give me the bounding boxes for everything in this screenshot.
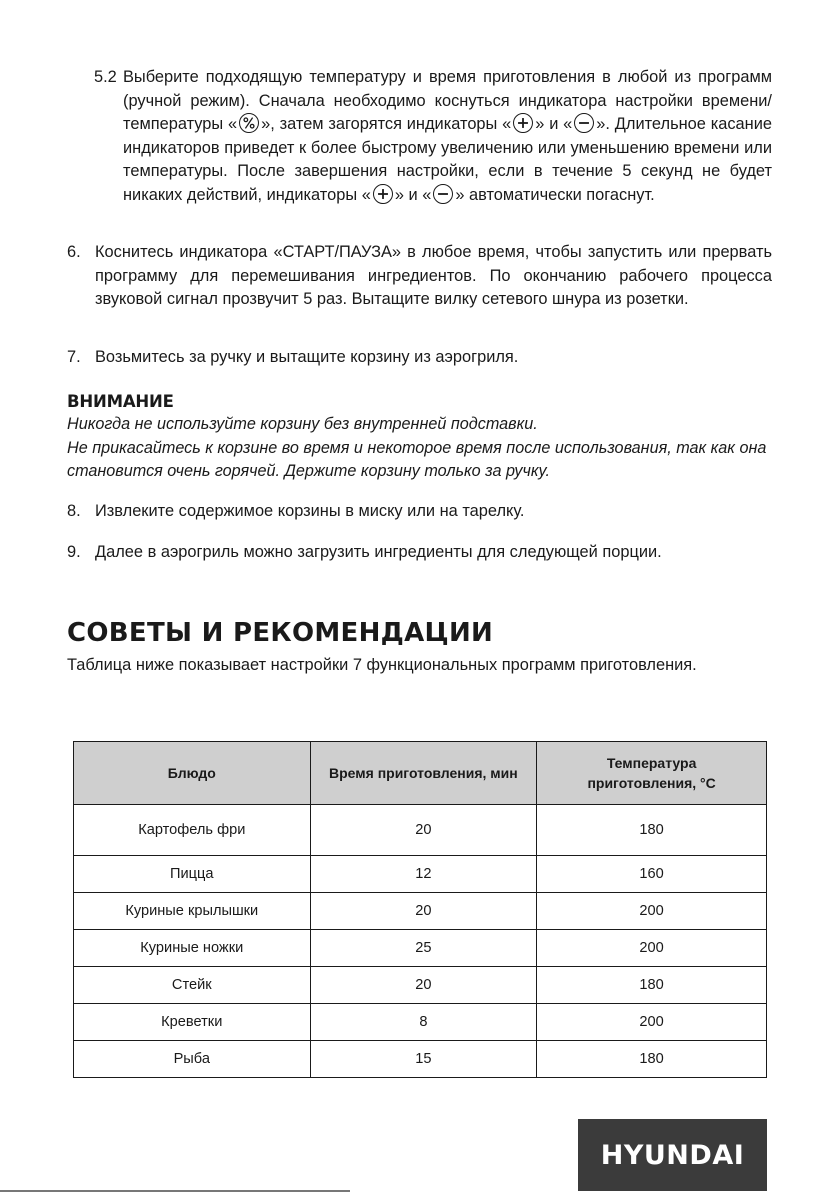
cell-time: 15 <box>310 1041 537 1078</box>
brand-logo: HYUNDAI <box>578 1119 767 1191</box>
warning-block <box>67 391 775 484</box>
cell-dish: Креветки <box>74 1004 311 1041</box>
cell-dish: Куриные крылышки <box>74 893 311 930</box>
programs-table <box>73 741 767 1078</box>
step-number: 8. <box>67 502 81 520</box>
header-temperature-label: Температура приготовления, °С <box>587 755 716 791</box>
cell-time: 25 <box>310 930 537 967</box>
cell-time: 20 <box>310 805 537 856</box>
plus-icon <box>373 184 393 204</box>
cell-time: 12 <box>310 856 537 893</box>
table-row <box>74 967 767 1004</box>
step-number: 6. <box>67 243 81 261</box>
cell-time: 20 <box>310 893 537 930</box>
cell-temperature: 200 <box>537 893 767 930</box>
header-temperature <box>537 742 767 805</box>
table-row <box>74 805 767 856</box>
time-temperature-icon <box>239 113 259 133</box>
cell-temperature: 180 <box>537 1041 767 1078</box>
cell-dish: Стейк <box>74 967 311 1004</box>
table-row <box>74 930 767 967</box>
step-text: Коснитесь индикатора «СТАРТ/ПАУЗА» в любое время, чтобы запустить или прервать программу для перемешивания ингредиентов. По окончанию рабочего процесса звуковой сигнал прозвучит 5 раз. Вытащите вилку сетевого шнура из розетки. <box>95 243 772 308</box>
step-text-part: », затем загорятся индикаторы « <box>261 115 512 133</box>
cell-time: 20 <box>310 967 537 1004</box>
step-text: Извлеките содержимое корзины в миску или на тарелку. <box>95 502 525 520</box>
minus-icon <box>574 113 594 133</box>
cell-temperature: 160 <box>537 856 767 893</box>
step-8 <box>67 500 772 524</box>
table-row <box>74 1041 767 1078</box>
section-intro: Таблица ниже показывает настройки 7 функциональных программ приготовления. <box>67 656 697 674</box>
cell-dish: Пицца <box>74 856 311 893</box>
step-text: Возьмитесь за ручку и вытащите корзину из аэрогриля. <box>95 348 519 366</box>
warning-heading: ВНИМАНИЕ <box>67 392 174 411</box>
table-header-row <box>74 742 767 805</box>
warning-line: Не прикасайтесь к корзине во время и некоторое время после использования, так как она становится очень горячей. Держите корзину только за ручку. <box>67 438 767 480</box>
step-number: 9. <box>67 543 81 561</box>
step-7 <box>67 346 772 370</box>
header-time: Время приготовления, мин <box>310 742 537 805</box>
cell-dish: Рыба <box>74 1041 311 1078</box>
step-text <box>123 66 772 207</box>
table-row <box>74 1004 767 1041</box>
step-text-part: » и « <box>535 115 573 133</box>
step-text-part: ». Длительное касание индикаторов приведет к более быстрому увеличению или уменьшению времени или температуры. После завершения настройки, если в течение 5 секунд не будет никаких действий, индикаторы « <box>123 115 772 204</box>
cell-time: 8 <box>310 1004 537 1041</box>
warning-line: Никогда не используйте корзину без внутренней подставки. <box>67 415 538 433</box>
step-9 <box>67 541 772 565</box>
cell-temperature: 200 <box>537 1004 767 1041</box>
plus-icon <box>513 113 533 133</box>
cell-temperature: 180 <box>537 805 767 856</box>
header-dish: Блюдо <box>74 742 311 805</box>
minus-icon <box>433 184 453 204</box>
step-number: 7. <box>67 348 81 366</box>
step-text-part: » и « <box>394 185 432 204</box>
table-row <box>74 893 767 930</box>
cell-dish: Куриные ножки <box>74 930 311 967</box>
step-text: Далее в аэрогриль можно загрузить ингредиенты для следующей порции. <box>95 543 662 561</box>
step-number: 5.2 <box>94 68 117 86</box>
section-title: СОВЕТЫ И РЕКОМЕНДАЦИИ <box>67 618 494 648</box>
cell-temperature: 180 <box>537 967 767 1004</box>
cell-dish: Картофель фри <box>74 805 311 856</box>
step-text-part: » автоматически погаснут. <box>455 185 655 204</box>
table-row <box>74 856 767 893</box>
step-6 <box>67 241 772 312</box>
cell-temperature: 200 <box>537 930 767 967</box>
step-text-part: Выберите подходящую температуру и время приготовления в любой из программ (ручной режим). Сначала необходимо коснуться индикатора настройки времени/температуры « <box>123 68 772 133</box>
step-5-2 <box>94 66 772 207</box>
